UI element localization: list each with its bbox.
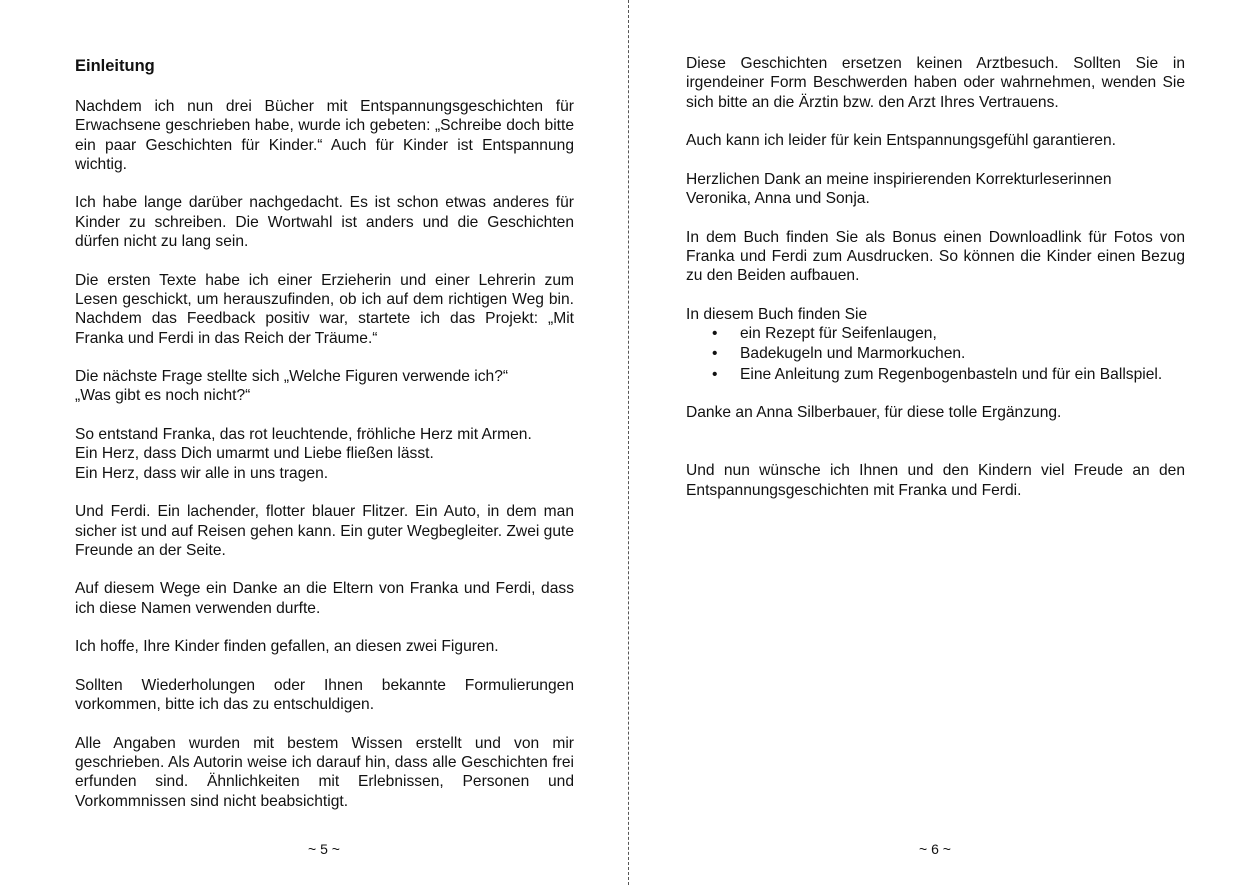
paragraph-bonus: In dem Buch finden Sie als Bonus einen Downloadlink für Fotos von Franka und Ferdi zum Ausdrucken. So können die Kinder einen Bezug zu den Beiden aufbauen. xyxy=(686,228,1185,285)
franka-line: Ein Herz, dass Dich umarmt und Liebe fließen lässt. xyxy=(75,445,434,463)
list-item xyxy=(686,324,1185,343)
paragraph-intro: Nachdem ich nun drei Bücher mit Entspannungsgeschichten für Erwachsene geschrieben habe, wurde ich gebeten: „Schreibe doch bitte ein paar Geschichten für Kinder.“ Auch für Kinder ist Entspannung wichtig. xyxy=(75,98,574,173)
franka-line: So entstand Franka, das rot leuchtende, fröhliche Herz mit Armen. xyxy=(75,426,532,444)
list-item-text: ein Rezept für Seifenlaugen, xyxy=(740,325,937,343)
contents-list xyxy=(686,324,1185,384)
list-item xyxy=(686,344,1185,363)
page-number-right: ~ 6 ~ xyxy=(919,841,951,857)
bullet-icon: • xyxy=(712,345,718,363)
paragraph-hope: Ich hoffe, Ihre Kinder finden gefallen, an diesen zwei Figuren. xyxy=(75,638,499,656)
list-item-text: Badekugeln und Marmorkuchen. xyxy=(740,345,966,363)
bullet-icon: • xyxy=(712,365,718,383)
paragraph-project: Die ersten Texte habe ich einer Erzieherin und einer Lehrerin zum Lesen geschickt, um herauszufinden, ob ich auf dem richtigen Weg bin. Nachdem das Feedback positiv war, startete ich das Projekt: „Mit Franka und Ferdi in das Reich der Träume.“ xyxy=(75,271,574,347)
paragraph-apology: Sollten Wiederholungen oder Ihnen bekannte Formulierungen vorkommen, bitte ich das zu entschuldigen. xyxy=(75,676,574,714)
page-fold-divider xyxy=(628,0,629,885)
paragraph-no-guarantee: Auch kann ich leider für kein Entspannungsgefühl garantieren. xyxy=(686,132,1116,150)
paragraph-disclaimer: Alle Angaben wurden mit bestem Wissen erstellt und von mir geschrieben. Als Autorin weise ich darauf hin, dass alle Geschichten frei erfunden sind. Ähnlichkeiten mit Erlebnissen, Personen und Vorkommnissen sind nicht beabsichtigt. xyxy=(75,734,574,810)
paragraph-ferdi: Und Ferdi. Ein lachender, flotter blauer Flitzer. Ein Auto, in dem man sicher ist und auf Reisen gehen kann. Ein guter Wegbegleiter. Zwei gute Freunde an der Seite. xyxy=(75,503,575,559)
bullet-icon: • xyxy=(712,325,718,343)
list-intro: In diesem Buch finden Sie xyxy=(686,305,868,323)
left-page-text-column xyxy=(75,54,574,830)
thanks-line: Veronika, Anna und Sonja. xyxy=(686,190,870,208)
question-line: „Was gibt es noch nicht?“ xyxy=(75,387,251,405)
paragraph-proofreaders-thanks xyxy=(686,170,1185,209)
paragraph-closing: Und nun wünsche ich Ihnen und den Kindern viel Freude an den Entspannungsgeschichten mit Franka und Ferdi. xyxy=(686,462,1185,499)
paragraph-anna-thanks: Danke an Anna Silberbauer, für diese tolle Ergänzung. xyxy=(686,404,1062,422)
franka-line: Ein Herz, dass wir alle in uns tragen. xyxy=(75,464,329,482)
question-line: Die nächste Frage stellte sich „Welche Figuren verwende ich?“ xyxy=(75,368,509,386)
paragraph-reflection: Ich habe lange darüber nachgedacht. Es ist schon etwas anderes für Kinder zu schreiben. Die Wortwahl ist anders und die Geschichten dürfen nicht zu lang sein. xyxy=(75,194,574,251)
list-item-text: Eine Anleitung zum Regenbogenbasteln und für ein Ballspiel. xyxy=(740,365,1163,383)
contents-section xyxy=(686,305,1185,384)
chapter-heading: Einleitung xyxy=(75,57,155,75)
paragraph-franka xyxy=(75,425,574,483)
list-item xyxy=(686,365,1185,384)
right-page-text-column xyxy=(686,54,1185,519)
thanks-line: Herzlichen Dank an meine inspirierenden Korrekturleserinnen xyxy=(686,170,1112,188)
paragraph-parents-thanks: Auf diesem Wege ein Danke an die Eltern von Franka und Ferdi, dass ich diese Namen verwenden durfte. xyxy=(75,580,574,617)
page-number-left: ~ 5 ~ xyxy=(308,841,340,857)
paragraph-question xyxy=(75,367,574,406)
paragraph-medical-disclaimer: Diese Geschichten ersetzen keinen Arztbesuch. Sollten Sie in irgendeiner Form Beschwerden haben oder wahrnehmen, wenden Sie sich bitte an die Ärztin bzw. den Arzt Ihres Vertrauens. xyxy=(686,55,1185,111)
right-page xyxy=(630,0,1255,885)
